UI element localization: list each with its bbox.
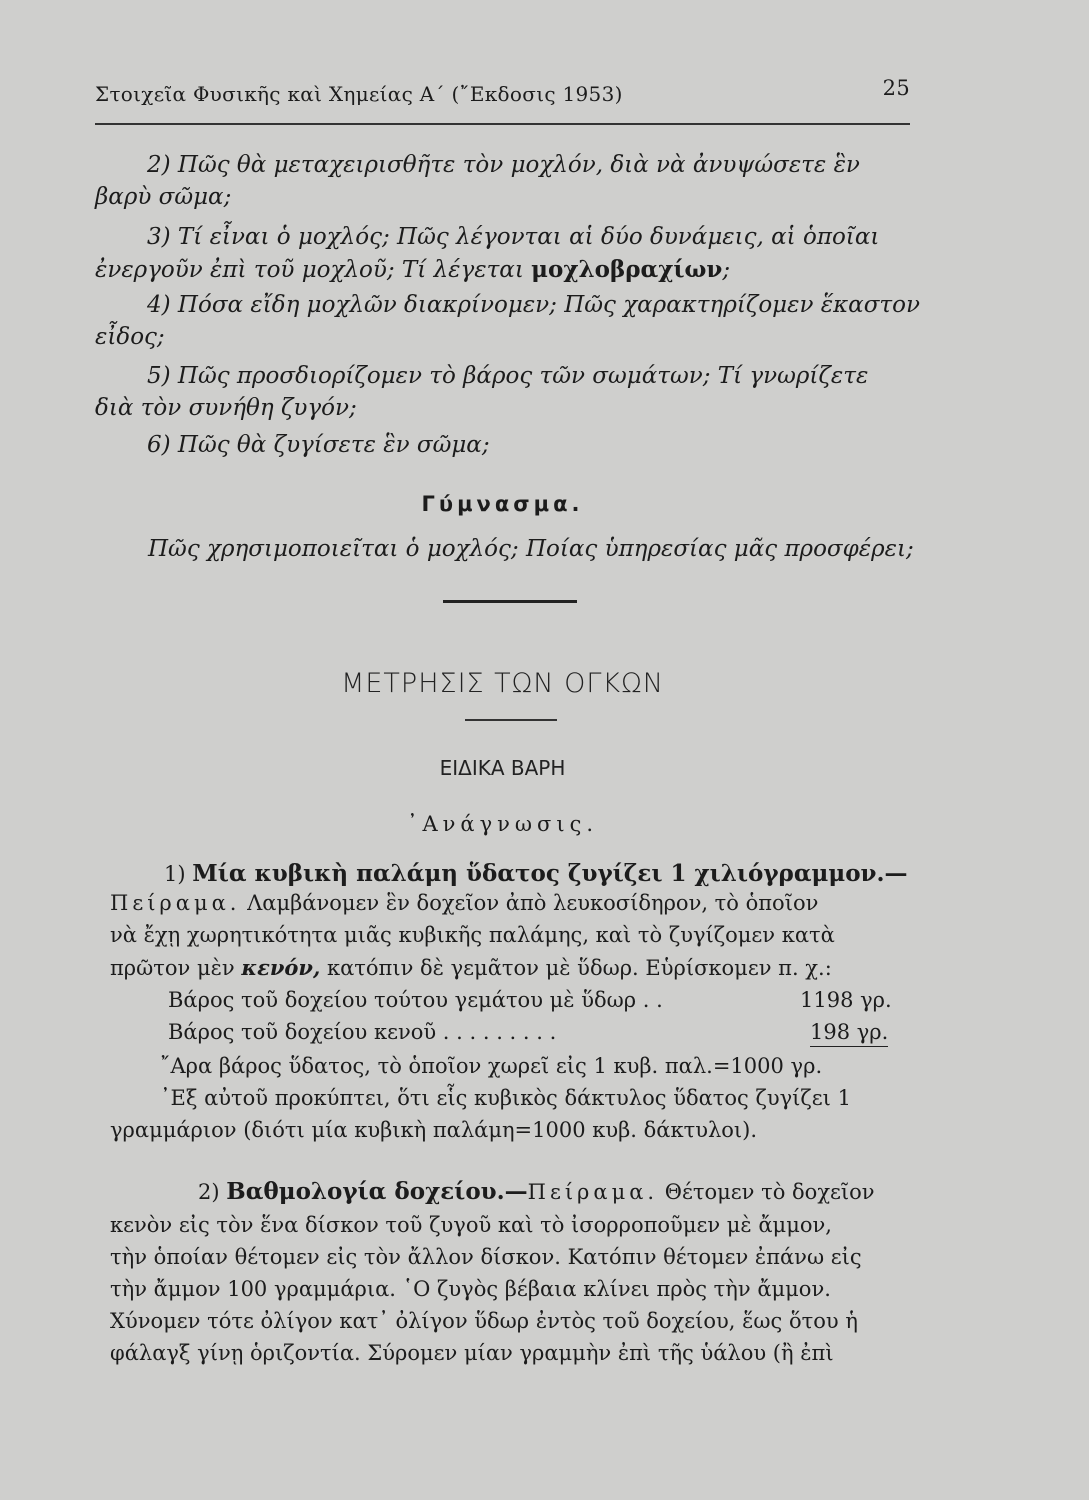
term-moxlovraxion: μοχλοβραχίων bbox=[531, 256, 723, 283]
reading-heading: ᾿Ανάγνωσις. bbox=[406, 812, 599, 836]
question-2: 2) Πῶς θὰ μεταχειρισθῆτε τὸν μοχλόν, διὰ νὰ ἀνυψώσετε ἓν βαρὺ σῶμα; bbox=[95, 152, 860, 210]
running-head bbox=[95, 76, 910, 106]
section-1: 1) Μία κυβικὴ παλάμη ὕδατος ζυγίζει 1 χιλιόγραμμον.— Πείραμα. Λαμβάνομεν ἓν δοχεῖον ἀπὸ λευκοσίδηρον, τὸ ὁποῖον νὰ ἔχῃ χωρητικότητα μιᾶς κυβικῆς παλάμης, καὶ τὸ ζυγίζομεν κατὰ πρῶτον μὲν κενόν, κατόπιν δὲ γεμᾶτον μὲ ὕδωρ. Εὑρίσκομεν π. χ.: Βάρος τοῦ δοχείου τούτου γεμάτου μὲ ὕδωρ . . 1198 γρ. Βάρος τοῦ δοχείου κενοῦ . . . . . . . . . 198 γρ. ῎Αρα βάρος ὕδατος, τὸ ὁποῖον χωρεῖ εἰς 1 κυβ. παλ.=1000 γρ. ᾿Εξ αὐτοῦ προκύπτει, ὅτι εἷς κυβικὸς δάκτυλος ὕδατος ζυγίζει 1 γραμμάριον (διότι μία κυβικὴ παλάμη=1000 κυβ. δάκτυλοι). bbox=[110, 860, 935, 1142]
question-3: 3) Τί εἶναι ὁ μοχλός; Πῶς λέγονται αἱ δύο δυνάμεις, αἱ ὁποῖαι ἐνεργοῦν ἐπὶ τοῦ μοχλοῦ; Τί λέγεται μοχλοβραχίων; bbox=[95, 224, 880, 283]
weight-row-empty: Βάρος τοῦ δοχείου κενοῦ . . . . . . . . . 198 γρ. bbox=[110, 1020, 935, 1044]
section-2-heading: Βαθμολογία δοχείου.— bbox=[226, 1178, 528, 1205]
section-divider bbox=[443, 600, 577, 603]
question-6: 6) Πῶς θὰ ζυγίσετε ἓν σῶμα; bbox=[147, 432, 490, 458]
page-number: 25 bbox=[882, 76, 910, 100]
chapter-subtitle: ΕΙΔΙΚΑ ΒΑΡΗ bbox=[439, 756, 566, 780]
section-1-heading: Μία κυβικὴ παλάμη ὕδατος ζυγίζει 1 χιλιόγραμμον.— bbox=[192, 860, 908, 887]
experiment-label: Πείραμα. bbox=[110, 891, 241, 915]
exercise-title: Γύμνασμα. bbox=[421, 492, 584, 516]
section-2: 2) Βαθμολογία δοχείου.—Πείραμα. Θέτομεν τὸ δοχεῖον κενὸν εἰς τὸν ἕνα δίσκον τοῦ ζυγοῦ καὶ τὸ ἰσορροποῦμεν μὲ ἄμμον, τὴν ὁποίαν θέτομεν εἰς τὸν ἄλλον δίσκον. Κατόπιν θέτομεν ἐπάνω εἰς τὴν ἄμμον 100 γραμμάρια. ῾Ο ζυγὸς βέβαια κλίνει πρὸς τὴν ἄμμον. Χύνομεν τότε ὀλίγον κατ᾽ ὀλίγον ὕδωρ ἐντὸς τοῦ δοχείου, ἕως ὅτου ἡ φάλαγξ γίνῃ ὁριζοντία. Σύρομεν μίαν γραμμὴν ἐπὶ τῆς ὑάλου (ἢ ἐπὶ bbox=[110, 1178, 875, 1365]
chapter-rule bbox=[465, 719, 557, 721]
running-title: Στοιχεῖα Φυσικῆς καὶ Χημείας Α´ (῎Εκδοσις 1953) bbox=[95, 82, 623, 106]
exercise-text: Πῶς χρησιμοποιεῖται ὁ μοχλός; Ποίας ὑπηρεσίας μᾶς προσφέρει; bbox=[148, 536, 914, 562]
question-5: 5) Πῶς προσδιορίζομεν τὸ βάρος τῶν σωμάτων; Τί γνωρίζετε διὰ τὸν συνήθη ζυγόν; bbox=[95, 363, 869, 421]
header-rule bbox=[95, 123, 910, 125]
chapter-title: ΜΕΤΡΗΣΙΣ ΤΩΝ ΟΓΚΩΝ bbox=[341, 668, 664, 699]
weight-row-full: Βάρος τοῦ δοχείου τούτου γεμάτου μὲ ὕδωρ . . 1198 γρ. bbox=[168, 988, 892, 1012]
question-4: 4) Πόσα εἴδη μοχλῶν διακρίνομεν; Πῶς χαρακτηρίζομεν ἕκαστον εἶδος; bbox=[95, 292, 920, 350]
